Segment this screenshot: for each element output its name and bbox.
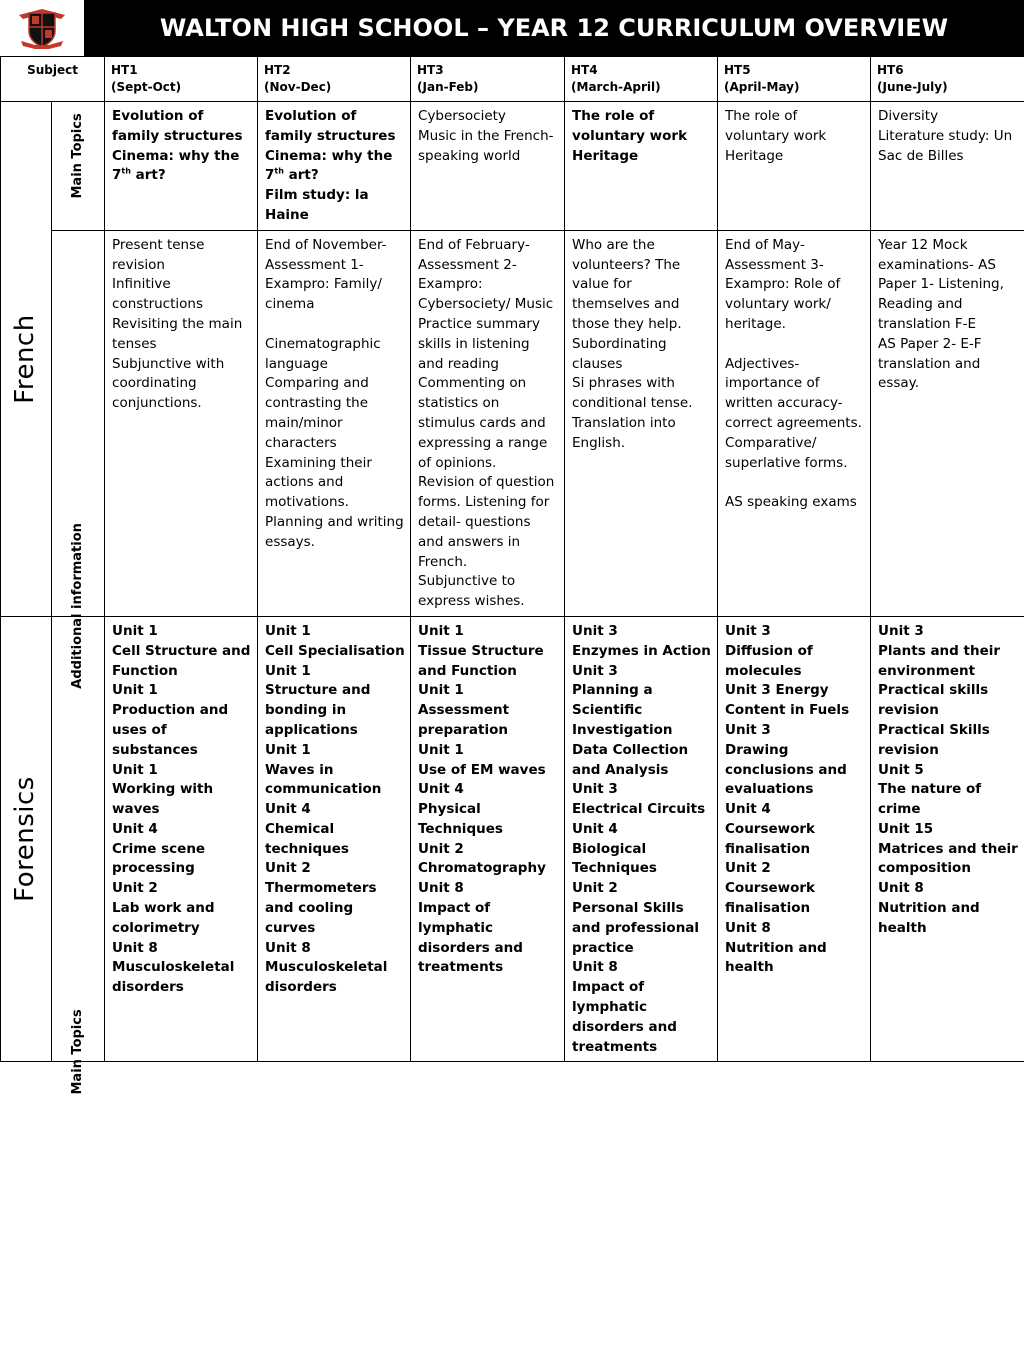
header-row (1, 57, 1024, 102)
cell-line (725, 473, 865, 493)
french-main-ht4: The role of voluntary work Heritage (565, 102, 718, 231)
cell-line: Use of EM waves (418, 761, 546, 778)
cell-line: End of February- Assessment 2- Exampro: Cybersociety/ Music (418, 236, 554, 313)
cell-line: Who are the volunteers? The value for themselves and those they help. (572, 236, 682, 332)
cell-line: Unit 1 (265, 662, 311, 679)
term-header-ht2: HT2 (Nov-Dec) (258, 57, 411, 102)
cell-line: Present tense revision (112, 236, 205, 273)
cell-line: Comparative/ superlative forms. (725, 434, 848, 471)
cell-line: Unit 4 (265, 801, 311, 818)
cell-line: Unit 8 (572, 959, 618, 976)
cell-line: Unit 2 (725, 860, 771, 877)
school-crest-icon (17, 5, 67, 51)
cell-line: Unit 8 (265, 939, 311, 956)
cell-line: Diffusion of molecules (725, 642, 813, 679)
cell-line: Cell Structure and Function (112, 642, 251, 679)
cell-line: Unit 3 (878, 622, 924, 639)
french-main-ht1: Evolution of family structures Cinema: why the 7th art? (105, 102, 258, 231)
cell-line: Musculoskeletal disorders (265, 959, 388, 996)
french-main-ht6: Diversity Literature study: Un Sac de Billes (871, 102, 1024, 231)
cell-line: Unit 3 (572, 622, 618, 639)
term-header-ht1: HT1 (Sept-Oct) (105, 57, 258, 102)
cell-line: Impact of lymphatic disorders and treatments (572, 979, 677, 1055)
cell-line: Unit 8 (878, 880, 924, 897)
forensics-main-ht4 (565, 616, 718, 1062)
cell-line: Crime scene processing (112, 840, 206, 877)
term-header-ht4: HT4 (March-April) (565, 57, 718, 102)
cell-line: Translation into English. (572, 414, 676, 451)
cell-line: Commenting on statistics on stimulus cards and expressing a range of opinions. (418, 375, 548, 471)
page-title: WALTON HIGH SCHOOL – YEAR 12 CURRICULUM OVERVIEW (159, 14, 949, 42)
cell-line: Year 12 Mock examinations- AS Paper 1- Listening, Reading and translation F-E (878, 236, 1004, 332)
forensics-main-ht1 (105, 616, 258, 1062)
cell-line: Coursework finalisation (725, 820, 816, 857)
cell-line: Infinitive constructions (112, 276, 204, 313)
french-main-ht2: Evolution of family structures Cinema: why the 7th art? Film study: la Haine (258, 102, 411, 231)
cell-line: End of May- Assessment 3- Exampro: Role of voluntary work/ heritage. (725, 236, 841, 332)
french-additional-ht1 (105, 230, 258, 616)
french-additional-ht6 (871, 230, 1024, 616)
cell-line: Biological Techniques (572, 840, 657, 877)
french-main-ht5: The role of voluntary work Heritage (718, 102, 871, 231)
cell-line: Subjunctive to express wishes. (418, 573, 525, 610)
cell-line: Electrical Circuits (572, 801, 706, 818)
page-header (0, 0, 1024, 56)
forensics-main-ht6 (871, 616, 1024, 1062)
cell-line: Unit 2 (572, 880, 618, 897)
cell-line: Data Collection and Analysis (572, 741, 689, 778)
cell-line: Unit 1 (112, 682, 158, 699)
cell-line: Revisiting the main tenses (112, 315, 243, 352)
term-header-ht6: HT6 (June-July) (871, 57, 1024, 102)
forensics-main-ht2 (258, 616, 411, 1062)
cell-line: Unit 4 (112, 820, 158, 837)
cell-line: Unit 1 (418, 741, 464, 758)
cell-line: Unit 8 (725, 919, 771, 936)
cell-line: Physical Techniques (418, 801, 503, 837)
cell-line: Production and uses of substances (112, 702, 229, 758)
french-additional-ht3 (411, 230, 565, 616)
cell-line: Cell Specialisation (265, 642, 405, 659)
french-additional-ht4 (565, 230, 718, 616)
forensics-subject-label: Forensics (1, 616, 52, 1062)
french-main-ht3: Cybersociety Music in the French-speaking world (411, 102, 565, 231)
cell-line: Practice summary skills in listening and reading (418, 315, 540, 372)
french-subject-label: French (1, 102, 52, 617)
cell-line: Unit 3 (725, 721, 771, 738)
term-header-ht5: HT5 (April-May) (718, 57, 871, 102)
cell-line (265, 315, 405, 335)
french-additional-ht2 (258, 230, 411, 616)
cell-line: Unit 2 (418, 840, 464, 857)
cell-line: Comparing and contrasting the main/minor characters (265, 375, 369, 451)
cell-line: Personal Skills and professional practice (572, 900, 700, 956)
cell-line: Si phrases with conditional tense. (572, 375, 693, 412)
cell-line: Chemical techniques (265, 820, 349, 857)
french-additional-ht5 (718, 230, 871, 616)
curriculum-table (0, 56, 1024, 1095)
cell-line: Planning and writing essays. (265, 513, 404, 550)
cell-line: Matrices and their composition (878, 840, 1018, 877)
cell-line: End of November- Assessment 1- Exampro: Family/ cinema (265, 236, 387, 313)
cell-line: Musculoskeletal disorders (112, 959, 235, 996)
cell-line: Unit 1 (112, 622, 158, 639)
cell-line: Unit 3 (572, 781, 618, 798)
cell-line: Enzymes in Action (572, 642, 711, 659)
cell-line: Nutrition and health (878, 900, 980, 936)
cell-line: Coursework finalisation (725, 880, 816, 917)
cell-line: Examining their actions and motivations. (265, 454, 372, 511)
cell-line: Assessment preparation (418, 702, 510, 738)
cell-line: Unit 1 (112, 761, 158, 778)
cell-line: Unit 2 (112, 880, 158, 897)
cell-line: Nutrition and health (725, 939, 827, 976)
cell-line: Unit 1 (265, 622, 311, 639)
cell-line: The nature of crime (878, 781, 982, 818)
cell-line: Drawing conclusions and evaluations (725, 741, 847, 798)
forensics-main-row (1, 616, 1024, 1062)
cell-line: Unit 4 (725, 801, 771, 818)
cell-line: Unit 1 (418, 622, 464, 639)
cell-line: Unit 5 (878, 761, 924, 778)
cell-line: Subjunctive with coordinating conjunctions. (112, 355, 225, 412)
cell-line: Lab work and colorimetry (112, 900, 215, 936)
cell-line: Working with waves (112, 781, 214, 818)
cell-line: Unit 4 (572, 820, 618, 837)
cell-line: Thermometers and cooling curves (265, 880, 377, 936)
cell-line: Unit 15 (878, 820, 934, 837)
subject-header: Subject (1, 57, 105, 102)
forensics-main-topics-label: Main Topics (52, 616, 105, 1062)
forensics-main-ht5 (718, 616, 871, 1062)
cell-line: Impact of lymphatic disorders and treatments (418, 900, 523, 976)
cell-line: Plants and their environment (878, 642, 1001, 679)
forensics-main-ht3 (411, 616, 565, 1062)
french-main-row (1, 102, 1024, 231)
french-main-topics-label: Main Topics (52, 102, 105, 231)
cell-line: AS speaking exams (725, 494, 857, 511)
french-additional-row (1, 230, 1024, 616)
cell-line: AS Paper 2- E-F translation and essay. (878, 335, 982, 392)
cell-line: Unit 1 (418, 682, 464, 699)
cell-line: Unit 3 Energy Content in Fuels (725, 682, 850, 719)
cell-line: Unit 1 (265, 741, 311, 758)
cell-line: Cinematographic language (265, 335, 381, 372)
cell-line: Chromatography (418, 860, 546, 877)
cell-line: Subordinating clauses (572, 335, 667, 372)
cell-line: Practical skills revision (878, 682, 989, 719)
cell-line: Unit 8 (112, 939, 158, 956)
cell-line: Unit 8 (418, 880, 464, 897)
french-additional-label: Additional information (52, 230, 105, 616)
cell-line: Unit 3 (572, 662, 618, 679)
school-logo (0, 0, 84, 56)
cell-line: Practical Skills revision (878, 721, 990, 758)
cell-line: Unit 3 (725, 622, 771, 639)
cell-line: Unit 2 (265, 860, 311, 877)
cell-line (725, 335, 865, 355)
cell-line: Tissue Structure and Function (418, 642, 544, 679)
cell-line: Unit 4 (418, 781, 464, 798)
cell-line: Waves in communication (265, 761, 382, 798)
cell-line: Planning a Scientific Investigation (572, 682, 673, 738)
cell-line: Revision of question forms. Listening for detail- questions and answers in French. (418, 474, 555, 570)
cell-line: Adjectives- importance of written accuracy- correct agreements. (725, 355, 862, 431)
term-header-ht3: HT3 (Jan-Feb) (411, 57, 565, 102)
cell-line: Structure and bonding in applications (265, 682, 371, 738)
